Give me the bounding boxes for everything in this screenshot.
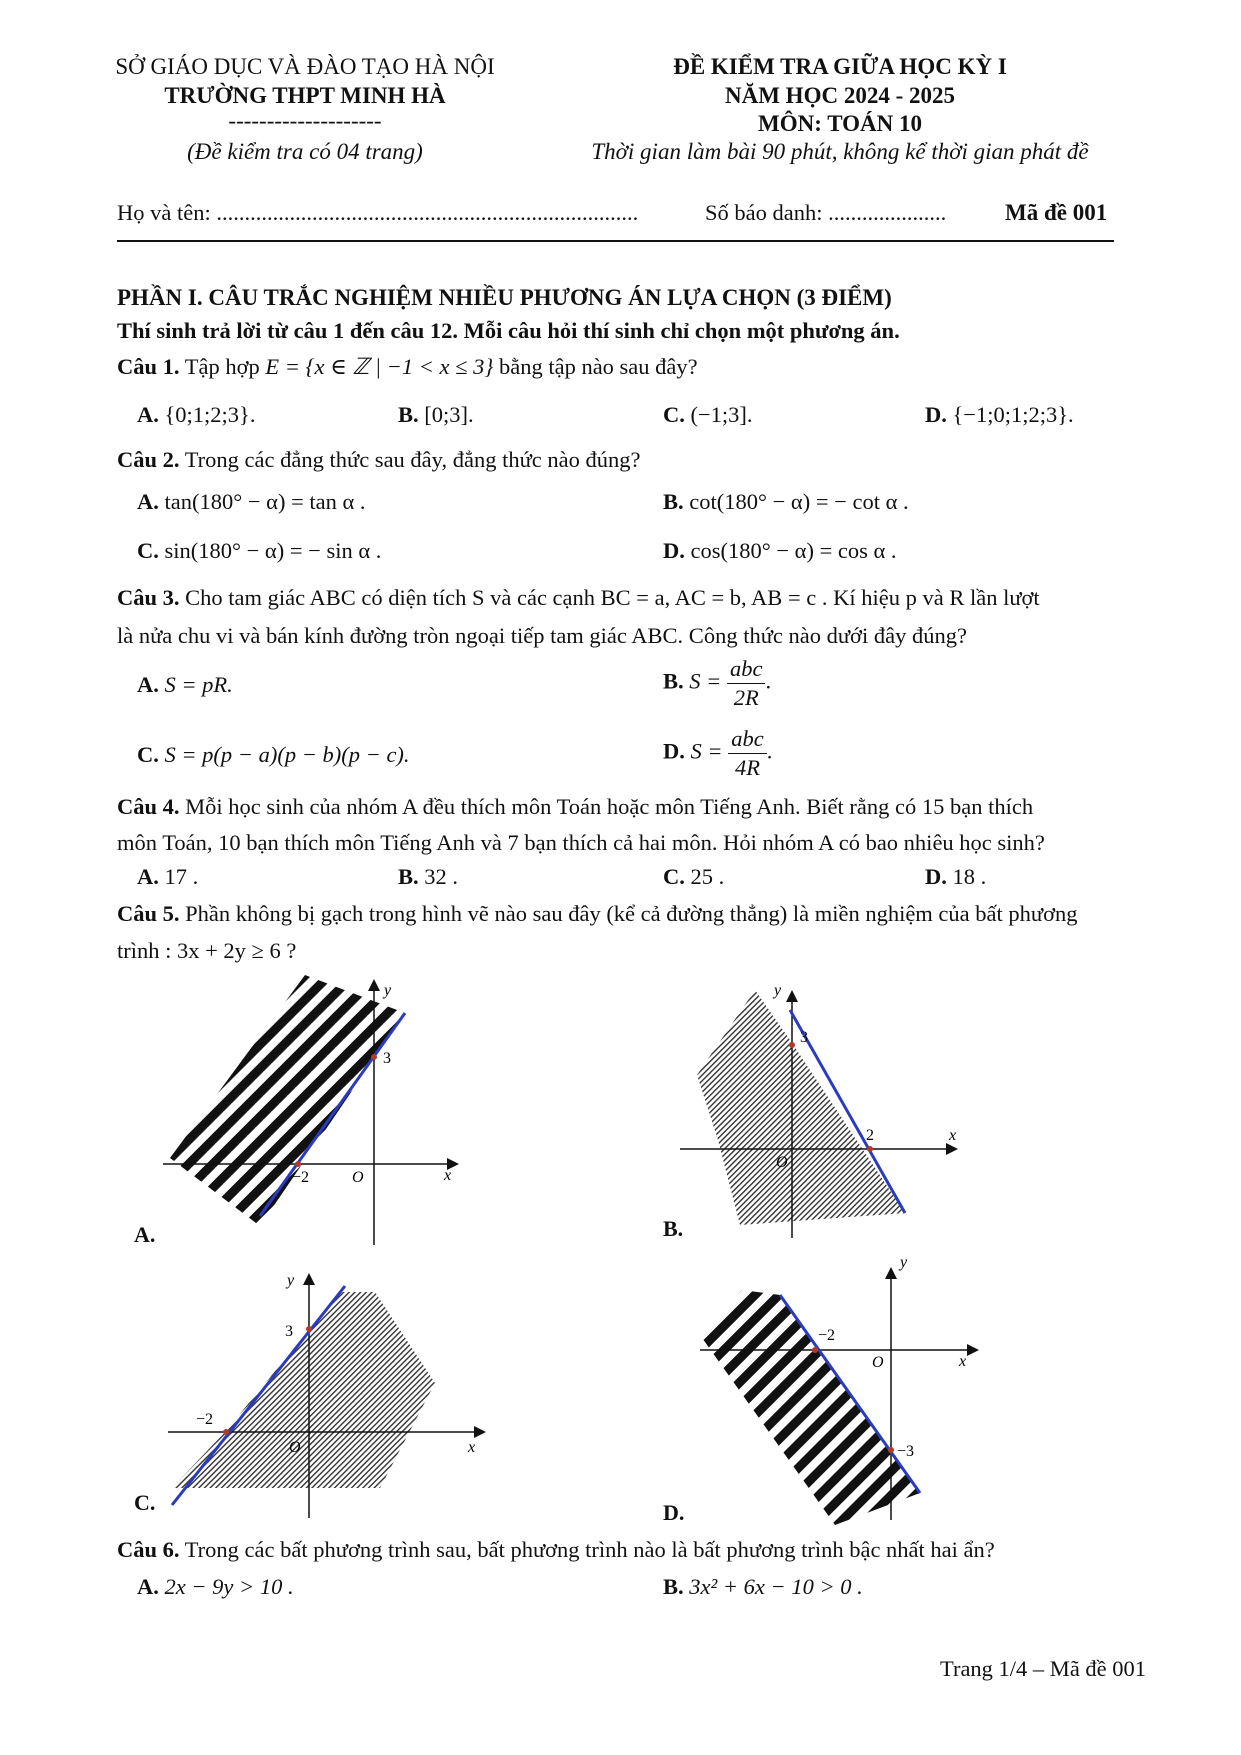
q3-option-c[interactable]: C. S = p(p − a)(p − b)(p − c). (137, 742, 410, 767)
part1-title: PHẦN I. CÂU TRẮC NGHIỆM NHIỀU PHƯƠNG ÁN LỰA CHỌN (3 ĐIỂM) (117, 285, 892, 310)
origin-label: O (352, 1169, 364, 1186)
q3-option-d[interactable]: D. S = $\frac{\text{abc}}{4R}$ . (663, 726, 773, 780)
q6-option-a[interactable]: A. 2x − 9y > 10 . (137, 1574, 294, 1599)
figure-c[interactable] (168, 1272, 483, 1518)
option-text: [0;3]. (424, 402, 474, 427)
y-tick-label: −3 (897, 1443, 915, 1460)
question-label: Câu 5. (117, 901, 180, 926)
q3-option-a[interactable]: A. S = pR. (137, 672, 233, 697)
subject: MÔN: TOÁN 10 (758, 111, 922, 136)
hatched-region (700, 1290, 920, 1525)
intercept-point (295, 1161, 301, 1167)
school-year: NĂM HỌC 2024 - 2025 (725, 83, 955, 108)
x-tick-label: 2 (866, 1127, 874, 1144)
x-tick-label: −2 (292, 1169, 310, 1186)
option-lhs: S = (689, 668, 722, 694)
option-text: cos(180° − α) = cos α . (690, 538, 897, 563)
time-note: Thời gian làm bài 90 phút, không kể thời gian phát đề (591, 139, 1089, 164)
fraction-numerator: abc (727, 655, 766, 684)
question-5-line2: trình : 3x + 2y ≥ 6 ? (117, 938, 297, 963)
intercept-point (789, 1042, 795, 1048)
option-text: S = pR. (164, 672, 233, 697)
hatched-region (170, 975, 405, 1226)
fraction-numerator: abc (728, 725, 767, 754)
figure-d-label[interactable]: D. (663, 1500, 685, 1525)
fraction-denominator: 2R (733, 685, 759, 710)
y-axis-label: y (287, 1272, 295, 1289)
question-text: Tập hợp (179, 354, 266, 379)
q4-option-b[interactable]: B. 32 . (398, 864, 459, 889)
option-text: {−1;0;1;2;3}. (952, 402, 1074, 427)
question-6 (117, 1535, 995, 1565)
page-footer: Trang 1/4 – Mã đề 001 (940, 1656, 1147, 1681)
option-text: 2x − 9y > 10 . (164, 1574, 294, 1599)
origin-label: O (872, 1354, 884, 1371)
q4-option-d[interactable]: D. 18 . (925, 864, 987, 889)
x-axis-label: x (949, 1127, 957, 1144)
question-label: Câu 1. (117, 354, 180, 379)
question-text: Trong các bất phương trình sau, bất phương trình nào là bất phương trình bậc nhất hai ẩn? (179, 1537, 995, 1562)
x-axis-label: x (444, 1167, 452, 1184)
option-text: S = p(p − a)(p − b)(p − c). (164, 742, 410, 767)
option-text: tan(180° − α) = tan α . (164, 489, 366, 514)
question-label: Câu 2. (117, 447, 180, 472)
q1-option-a[interactable]: A. {0;1;2;3}. (137, 402, 256, 427)
exam-title: ĐỀ KIỂM TRA GIỮA HỌC KỲ I (673, 54, 1007, 79)
x-axis-label: x (959, 1353, 967, 1370)
figure-a-label[interactable]: A. (134, 1222, 156, 1247)
header-dashes: -------------------- (228, 108, 382, 133)
figure-c-label[interactable]: C. (134, 1490, 156, 1515)
option-text: cot(180° − α) = − cot α . (689, 489, 909, 514)
student-id-field[interactable]: Số báo danh: ..................... (705, 200, 947, 225)
x-tick-label: −2 (818, 1327, 836, 1344)
question-text: bằng tập nào sau đây? (493, 354, 698, 379)
y-axis-label: y (900, 1254, 908, 1271)
q3-option-b[interactable]: B. S = $\frac{\text{abc}}{2R}$ . (663, 656, 772, 710)
q2-option-b[interactable]: B. cot(180° − α) = − cot α . (663, 489, 909, 514)
question-label: Câu 6. (117, 1537, 180, 1562)
question-text: Phần không bị gạch trong hình vẽ nào sau đây (kể cả đường thẳng) là miền nghiệm của bất phương (179, 901, 1078, 926)
x-axis-label: x (468, 1439, 476, 1456)
option-text: 32 . (424, 864, 459, 889)
figure-a[interactable] (163, 975, 456, 1245)
option-text: 3x² + 6x − 10 > 0 . (689, 1574, 863, 1599)
q4-option-a[interactable]: A. 17 . (137, 864, 199, 889)
part1-instruction: Thí sinh trả lời từ câu 1 đến câu 12. Mỗi câu hỏi thí sinh chỉ chọn một phương án. (117, 318, 900, 343)
intercept-point (371, 1054, 377, 1060)
figure-d[interactable] (700, 1254, 976, 1525)
question-text: Trong các đẳng thức sau đây, đẳng thức nào đúng? (179, 447, 641, 472)
fraction-denominator: 4R (734, 755, 760, 780)
name-field[interactable]: Họ và tên: ........................................................................... (117, 200, 639, 225)
intercept-point (888, 1447, 894, 1453)
hatched-region (172, 1292, 435, 1488)
figure-b[interactable] (680, 982, 956, 1238)
option-lhs: S = (690, 738, 723, 764)
q2-option-c[interactable]: C. sin(180° − α) = − sin α . (137, 538, 382, 563)
y-tick-label: 3 (285, 1323, 293, 1340)
intercept-point (812, 1347, 818, 1353)
y-tick-label: 3 (800, 1029, 808, 1046)
option-text: 18 . (952, 864, 987, 889)
option-text: 25 . (690, 864, 725, 889)
question-label: Câu 3. (117, 585, 180, 610)
q4-option-c[interactable]: C. 25 . (663, 864, 725, 889)
question-3-line2: là nửa chu vi và bán kính đường tròn ngoại tiếp tam giác ABC. Công thức nào dưới đây đúng? (117, 623, 967, 648)
origin-label: O (289, 1439, 301, 1456)
page-count-note: (Đề kiểm tra có 04 trang) (187, 139, 423, 164)
q2-option-d[interactable]: D. cos(180° − α) = cos α . (663, 538, 897, 563)
q2-option-a[interactable]: A. tan(180° − α) = tan α . (137, 489, 366, 514)
y-axis-label: y (384, 982, 392, 999)
q1-option-d[interactable]: D. {−1;0;1;2;3}. (925, 402, 1074, 427)
ministry-name: SỞ GIÁO DỤC VÀ ĐÀO TẠO HÀ NỘI (115, 54, 495, 79)
intercept-point (867, 1146, 873, 1152)
option-text: {0;1;2;3}. (164, 402, 256, 427)
y-tick-label: 3 (383, 1050, 391, 1067)
question-text: Mỗi học sinh của nhóm A đều thích môn Toán hoặc môn Tiếng Anh. Biết rằng có 15 bạn thích (179, 794, 1034, 819)
q1-option-b[interactable]: B. [0;3]. (398, 402, 474, 427)
y-axis-label: y (774, 982, 782, 999)
question-label: Câu 4. (117, 794, 180, 819)
school-name: TRƯỜNG THPT MINH HÀ (164, 83, 446, 108)
set-expression: E = {x ∈ ℤ | −1 < x ≤ 3} (265, 354, 494, 379)
question-4-line2: môn Toán, 10 bạn thích môn Tiếng Anh và 7 bạn thích cả hai môn. Hỏi nhóm A có bao nhiêu học sinh? (117, 830, 1045, 855)
intercept-point (306, 1326, 312, 1332)
q6-option-b[interactable]: B. 3x² + 6x − 10 > 0 . (663, 1574, 863, 1599)
q1-option-c[interactable]: C. (−1;3]. (663, 402, 753, 427)
hatched-region (697, 990, 905, 1225)
x-tick-label: −2 (196, 1411, 214, 1428)
option-text: 17 . (164, 864, 199, 889)
option-text: (−1;3]. (690, 402, 753, 427)
figure-b-label[interactable]: B. (663, 1216, 684, 1241)
exam-code: Mã đề 001 (1005, 200, 1108, 225)
intercept-point (223, 1429, 229, 1435)
origin-label: O (776, 1154, 788, 1171)
question-text: Cho tam giác ABC có diện tích S và các cạnh BC = a, AC = b, AB = c . Kí hiệu p và R lần lượt (179, 585, 1040, 610)
option-text: sin(180° − α) = − sin α . (164, 538, 382, 563)
